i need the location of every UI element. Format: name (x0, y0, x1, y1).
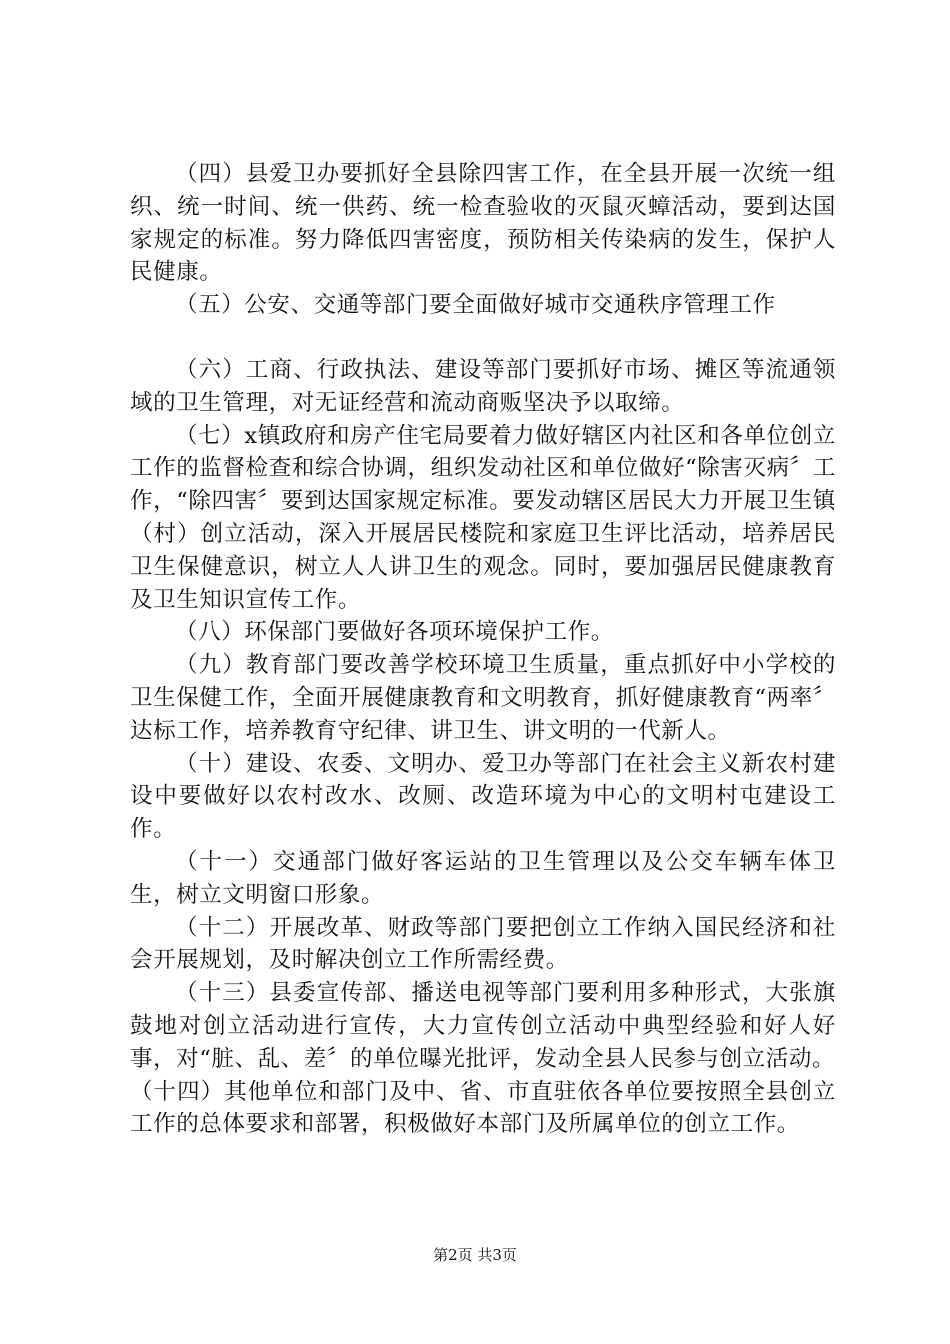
page-footer: 第2页 共3页 (433, 1246, 517, 1264)
paragraph-14: （十四）其他单位和部门及中、省、市直驻依各单位要按照全县创立工作的总体要求和部署，积极做好本部门及所属单位的创立工作。 (130, 1078, 836, 1138)
paragraph-11: （十一）交通部门做好客运站的卫生管理以及公交车辆车体卫生，树立文明窗口形象。 (130, 848, 836, 908)
paragraph-10: （十）建设、农委、文明办、爱卫办等部门在社会主义新农村建设中要做好以农村改水、改厕、改造环境为中心的文明村屯建设工作。 (130, 750, 836, 843)
paragraph-4: （四）县爱卫办要抓好全县除四害工作，在全县开展一次统一组织、统一时间、统一供药、统一检查验收的灭鼠灭蟑活动，要到达国家规定的标准。努力降低四害密度，预防相关传染病的发生，保护人民健康。 (130, 161, 836, 286)
paragraph-12: （十二）开展改革、财政等部门要把创立工作纳入国民经济和社会开展规划，及时解决创立工作所需经费。 (130, 914, 836, 974)
paragraph-6: （六）工商、行政执法、建设等部门要抓好市场、摊区等流通领域的卫生管理，对无证经营和流动商贩坚决予以取缔。 (130, 356, 836, 416)
paragraph-9: （九）教育部门要改善学校环境卫生质量，重点抓好中小学校的卫生保健工作，全面开展健康教育和文明教育，抓好健康教育“两率〞达标工作，培养教育守纪律、讲卫生、讲文明的一代新人。 (130, 652, 836, 744)
paragraph-gap (130, 322, 836, 354)
paragraph-7: （七）x镇政府和房产住宅局要着力做好辖区内社区和各单位创立工作的监督检查和综合协调，组织发动社区和单位做好“除害灭病〞工作，“除四害〞要到达国家规定标准。要发动辖区居民大力开展卫生镇（村）创立活动，深入开展居民楼院和家庭卫生评比活动，培养居民卫生保健意识，树立人人讲卫生的观念。同时，要加强居民健康教育及卫生知识宣传工作。 (130, 422, 836, 613)
document-body (130, 158, 836, 1141)
paragraph-13: （十三）县委宣传部、播送电视等部门要利用多种形式，大张旗鼓地对创立活动进行宣传，大力宣传创立活动中典型经验和好人好事，对“脏、乱、差〞的单位曝光批评，发动全县人民参与创立活动。 (130, 980, 836, 1072)
paragraph-8: （八）环保部门要做好各项环境保护工作。 (175, 619, 614, 646)
paragraph-5: （五）公安、交通等部门要全面做好城市交通秩序管理工作 (175, 292, 776, 319)
